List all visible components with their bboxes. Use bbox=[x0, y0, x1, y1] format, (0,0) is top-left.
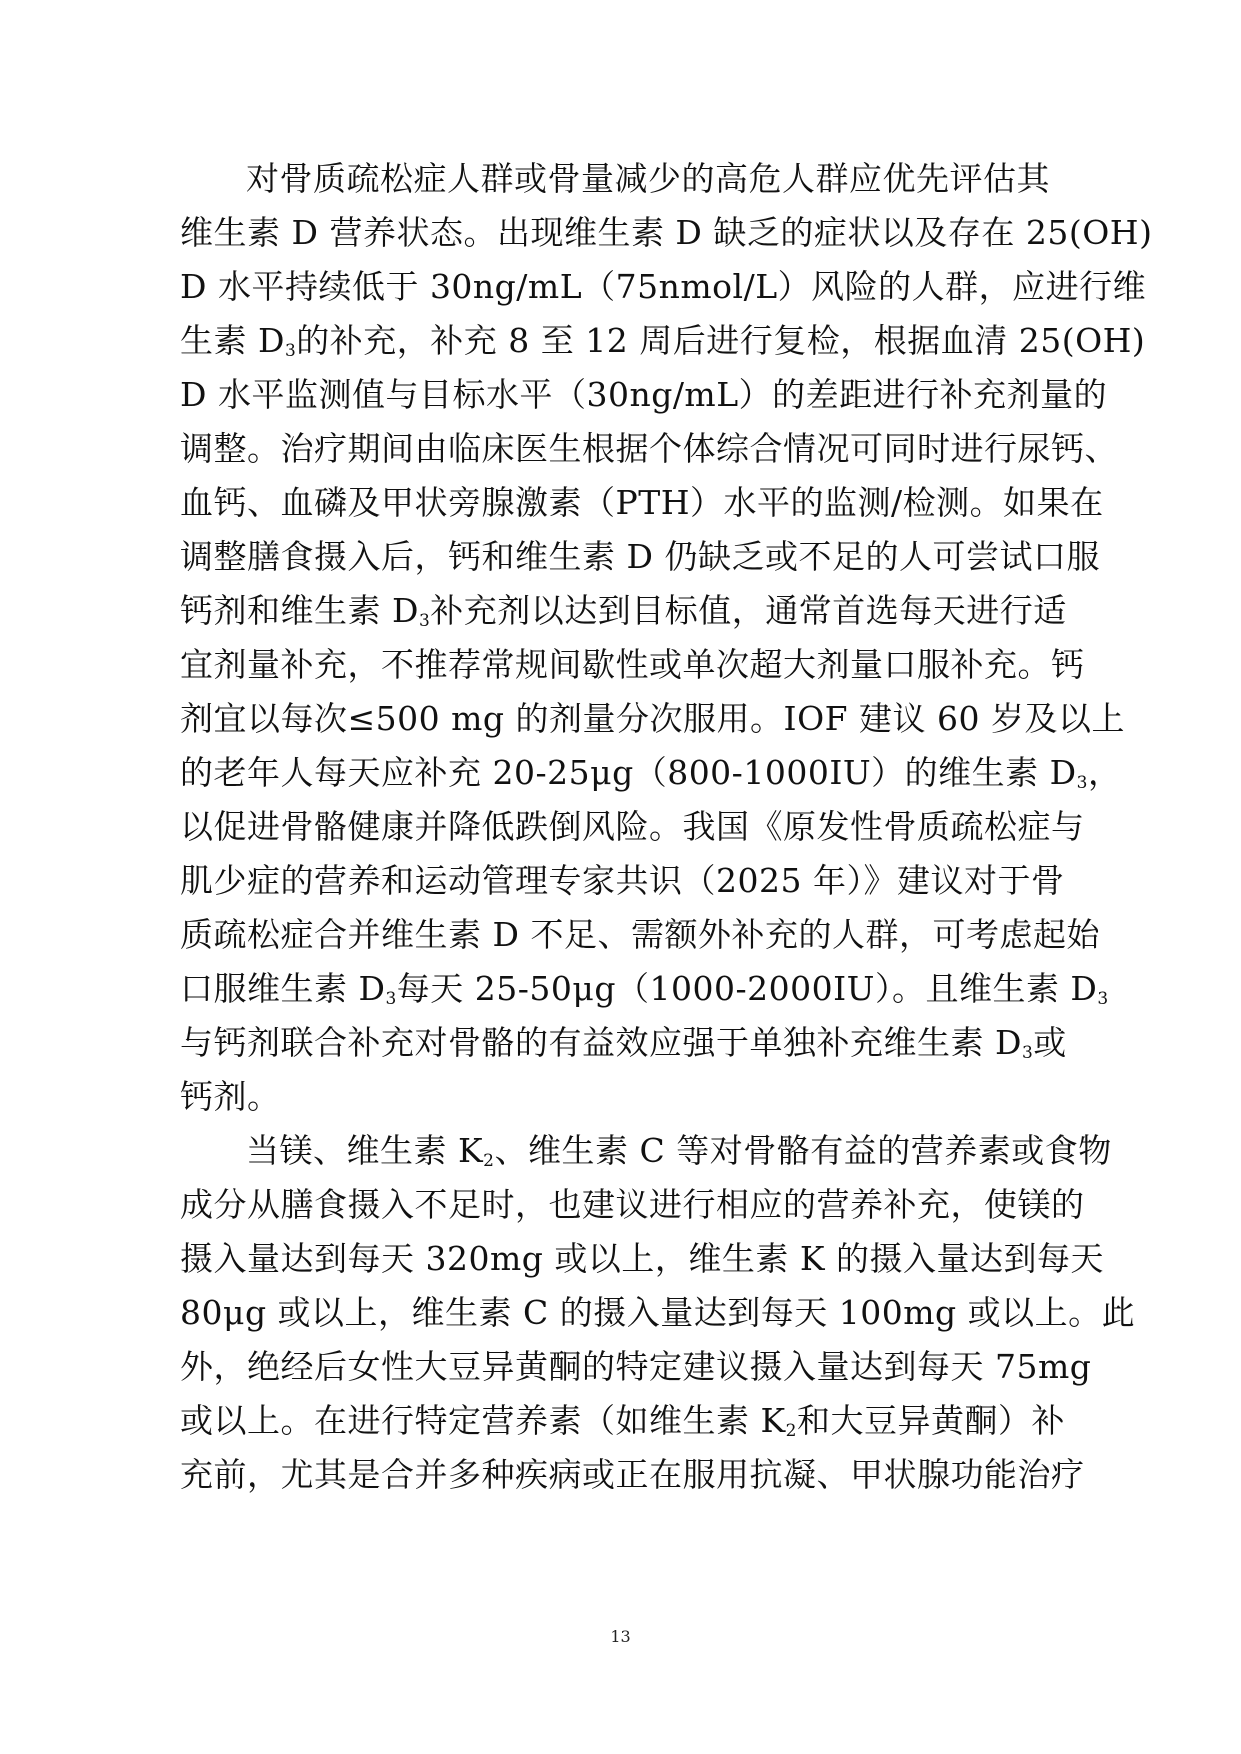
text-run: 的补充，补充 8 至 12 周后进行复检，根据血清 25(OH) bbox=[296, 321, 1146, 360]
text-run: 与钙剂联合补充对骨骼的有益效应强于单独补充维生素 D bbox=[180, 1023, 1022, 1062]
text-run: 肌少症的营养和运动管理专家共识（2025 年）》建议对于骨 bbox=[180, 861, 1065, 900]
text-run: 调整。治疗期间由临床医生根据个体综合情况可同时进行尿钙、 bbox=[180, 429, 1118, 468]
text-line bbox=[180, 692, 1125, 746]
page-number: 13 bbox=[610, 1627, 631, 1646]
text-run: 和大豆异黄酮）补 bbox=[796, 1401, 1065, 1440]
text-run: 当镁、维生素 K bbox=[246, 1131, 484, 1170]
text-run: 口服维生素 D bbox=[180, 969, 386, 1008]
text-run: 的老年人每天应补充 20-25μg（800-1000IU）的维生素 D bbox=[180, 753, 1077, 792]
text-run: 或 bbox=[1033, 1023, 1067, 1062]
text-line bbox=[180, 1016, 1075, 1070]
text-line bbox=[180, 854, 1075, 908]
text-line bbox=[180, 1070, 1075, 1124]
subscript: 2 bbox=[483, 1151, 495, 1171]
text-run: 摄入量达到每天 320mg 或以上，维生素 K 的摄入量达到每天 bbox=[180, 1239, 1105, 1278]
text-line bbox=[180, 962, 1109, 1016]
text-line bbox=[180, 1394, 1075, 1448]
text-run: 80μg 或以上，维生素 C 的摄入量达到每天 100mg 或以上。此 bbox=[180, 1293, 1136, 1332]
text-run: 、维生素 C 等对骨骼有益的营养素或食物 bbox=[494, 1131, 1112, 1170]
text-line bbox=[180, 368, 1108, 422]
text-run: 或以上。在进行特定营养素（如维生素 K bbox=[180, 1401, 786, 1440]
text-line bbox=[180, 206, 1153, 260]
paragraph bbox=[180, 1124, 1136, 1502]
text-run: 宜剂量补充，不推荐常规间歇性或单次超大剂量口服补充。钙 bbox=[180, 645, 1085, 684]
subscript: 3 bbox=[284, 341, 297, 361]
text-run: 钙剂和维生素 D bbox=[180, 591, 419, 630]
text-run: D 水平监测值与目标水平（30ng/mL）的差距进行补充剂量的 bbox=[180, 375, 1108, 414]
subscript: 3 bbox=[1076, 773, 1088, 793]
text-run: 血钙、血磷及甲状旁腺激素（PTH）水平的监测/检测。如果在 bbox=[180, 483, 1104, 522]
text-run: 每天 25-50μg（1000-2000IU）。且维生素 D bbox=[396, 969, 1098, 1008]
text-run: 外，绝经后女性大豆异黄酮的特定建议摄入量达到每天 75mg bbox=[180, 1347, 1092, 1386]
subscript: 2 bbox=[785, 1421, 797, 1441]
text-run: 成分从膳食摄入不足时，也建议进行相应的营养补充，使镁的 bbox=[180, 1185, 1085, 1224]
text-line bbox=[180, 152, 1075, 206]
text-run: ， bbox=[1087, 753, 1122, 792]
text-line bbox=[180, 1286, 1136, 1340]
text-run: 钙剂。 bbox=[180, 1077, 281, 1116]
text-line bbox=[180, 530, 1100, 584]
text-run: D 水平持续低于 30ng/mL（75nmol/L）风险的人群，应进行维 bbox=[180, 267, 1147, 306]
subscript: 3 bbox=[1021, 1043, 1034, 1063]
text-line bbox=[180, 422, 1118, 476]
text-line bbox=[180, 1448, 1085, 1502]
text-run: 剂宜以每次≤500 mg 的剂量分次服用。IOF 建议 60 岁及以上 bbox=[180, 699, 1125, 738]
text-line bbox=[180, 638, 1085, 692]
text-line bbox=[180, 800, 1085, 854]
subscript: 3 bbox=[418, 611, 431, 631]
text-line bbox=[180, 1124, 1112, 1178]
subscript: 3 bbox=[385, 989, 397, 1009]
text-line bbox=[180, 584, 1075, 638]
text-line bbox=[180, 476, 1104, 530]
text-run: 以促进骨骼健康并降低跌倒风险。我国《原发性骨质疏松症与 bbox=[180, 807, 1085, 846]
text-line bbox=[180, 314, 1146, 368]
text-run: 充前，尤其是合并多种疾病或正在服用抗凝、甲状腺功能治疗 bbox=[180, 1455, 1085, 1494]
text-line bbox=[180, 1340, 1092, 1394]
paragraph bbox=[180, 152, 1153, 1124]
text-line bbox=[180, 746, 1122, 800]
text-line bbox=[180, 260, 1147, 314]
text-line bbox=[180, 1178, 1085, 1232]
body-text bbox=[180, 152, 1153, 1502]
text-line bbox=[180, 1232, 1105, 1286]
text-run: 质疏松症合并维生素 D 不足、需额外补充的人群，可考虑起始 bbox=[180, 915, 1100, 954]
text-run: 生素 D bbox=[180, 321, 285, 360]
text-run: 对骨质疏松症人群或骨量减少的高危人群应优先评估其 bbox=[246, 159, 1050, 198]
text-run: 补充剂以达到目标值，通常首选每天进行适 bbox=[430, 591, 1067, 630]
subscript: 3 bbox=[1097, 989, 1109, 1009]
text-line bbox=[180, 908, 1100, 962]
text-run: 维生素 D 营养状态。出现维生素 D 缺乏的症状以及存在 25(OH) bbox=[180, 213, 1153, 252]
text-run: 调整膳食摄入后，钙和维生素 D 仍缺乏或不足的人可尝试口服 bbox=[180, 537, 1100, 576]
